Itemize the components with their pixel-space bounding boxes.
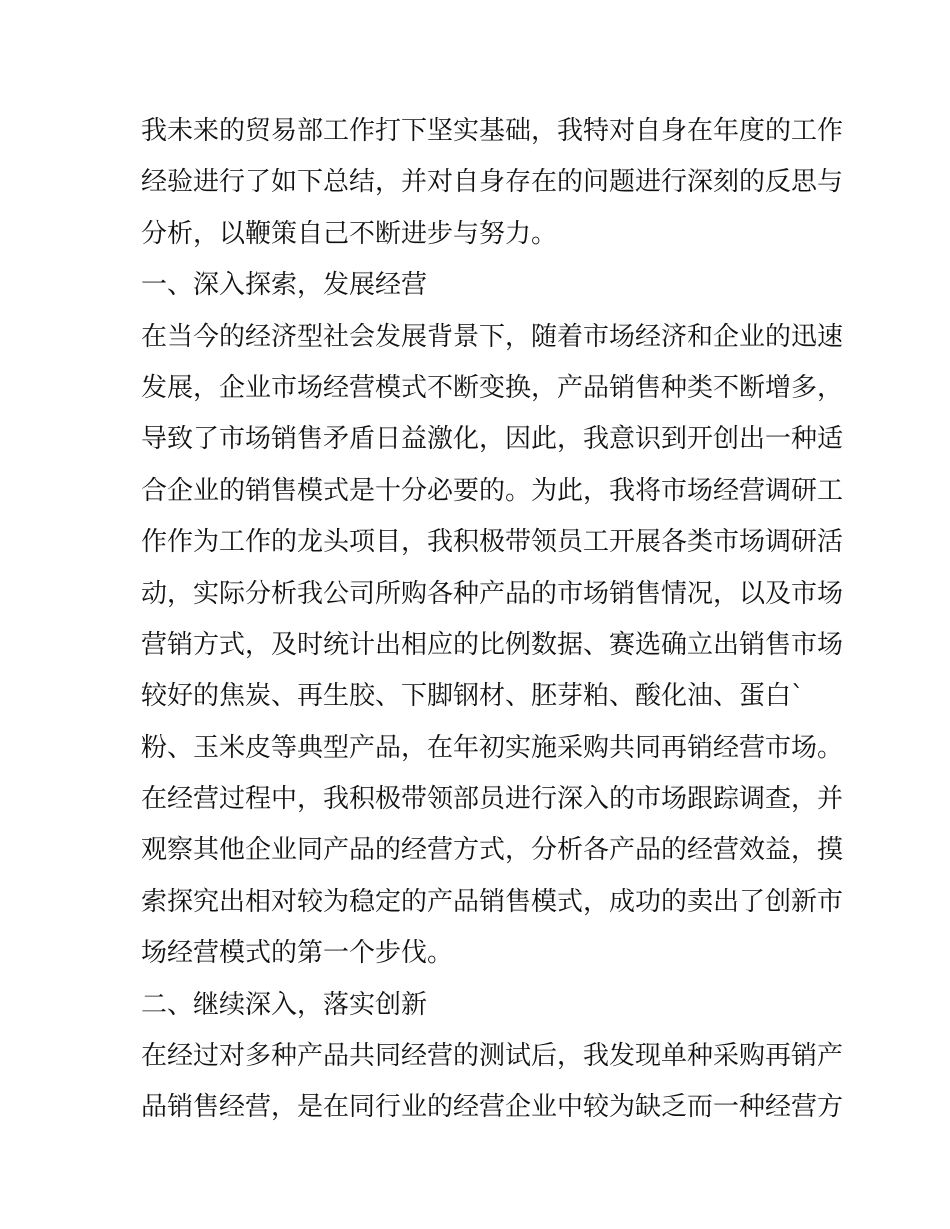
body-line: 经验进行了如下总结，并对自身存在的问题进行深刻的反思与 [141,167,844,198]
body-line: 索探究出相对较为稳定的产品销售模式，成功的卖出了创新市 [141,886,844,917]
body-line: 合企业的销售模式是十分必要的。为此，我将市场经营调研工 [141,475,844,506]
body-line: 观察其他企业同产品的经营方式，分析各产品的经营效益，摸 [141,835,844,866]
body-line: 粉、玉米皮等典型产品，在年初实施采购共同再销经营市场。 [141,732,844,763]
body-line: 作作为工作的龙头项目，我积极带领员工开展各类市场调研活 [141,527,844,558]
body-line: 导致了市场销售矛盾日益激化，因此，我意识到开创出一种适 [141,424,844,455]
section-heading-1: 一、深入探索，发展经营 [141,270,428,301]
body-line: 营销方式，及时统计出相应的比例数据、赛选确立出销售市场 [141,629,844,660]
body-line: 分析，以鞭策自己不断进步与努力。 [141,218,558,249]
body-line: 在经营过程中，我积极带领部员进行深入的市场跟踪调查，并 [141,784,844,815]
body-line: 在当今的经济型社会发展背景下，随着市场经济和企业的迅速 [141,321,844,352]
document-body [141,106,844,1134]
body-line: 动，实际分析我公司所购各种产品的市场销售情况，以及市场 [141,578,844,609]
section-heading-2: 二、继续深入，落实创新 [141,989,428,1020]
body-line: 我未来的贸易部工作打下坚实基础，我特对自身在年度的工作 [141,116,844,146]
body-line: 在经过对多种产品共同经营的测试后，我发现单种采购再销产 [141,1041,844,1072]
body-line: 发展，企业市场经营模式不断变换，产品销售种类不断增多， [141,372,844,403]
body-line: 品销售经营，是在同行业的经营企业中较为缺乏而一种经营方 [141,1092,844,1123]
body-line: 较好的焦炭、再生胶、下脚钢材、胚芽粕、酸化油、蛋白` [141,681,805,712]
body-line: 场经营模式的第一个步伐。 [141,938,454,969]
